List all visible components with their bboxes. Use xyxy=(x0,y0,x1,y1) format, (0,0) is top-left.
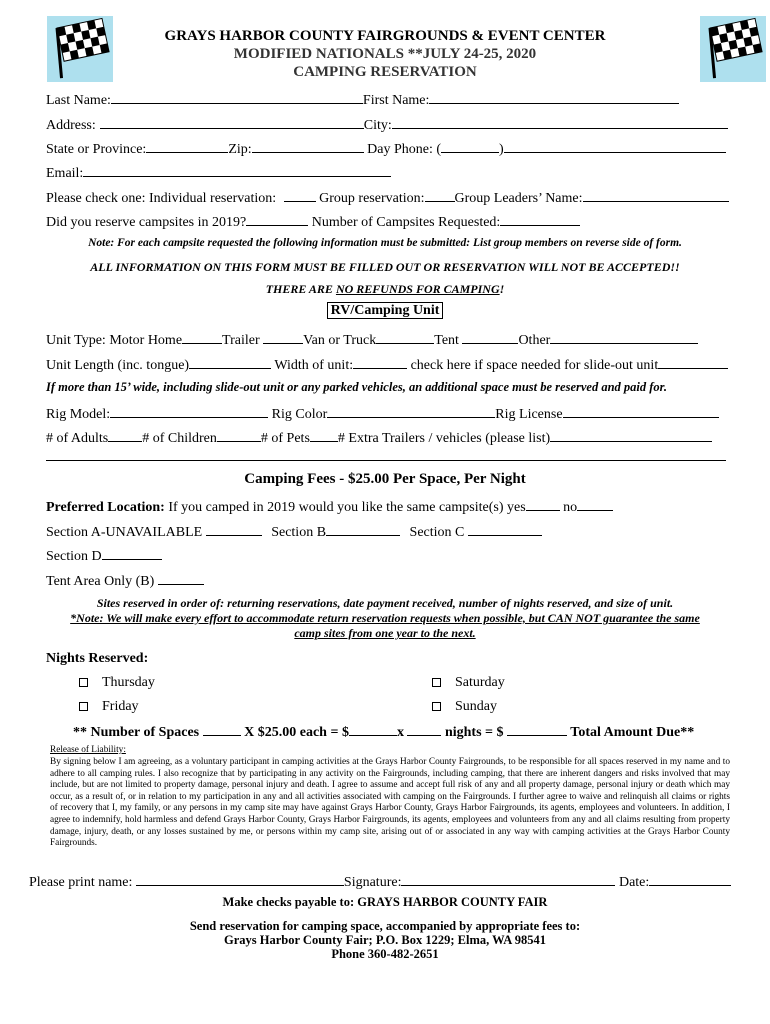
release-text: By signing below I am agreeing, as a voluntary participant in camping activities at the Grays Harbor County Fairgrounds, to be responsible for all spaces reserved in my name and to adhere to all camping rules. I also recognize that by participating in any activity on the Fairgrounds, including camping, that there are inherent dangers and risks involved that may include, but are not limited to property damage, personal injury and death. I agree to assume and accept full risk of any and all property damage, personal injury or death which may occur, as a result of, or in relation to my participation in any and all activities associated with camping on the Fairgrounds. I further agree to waive and relinquish all claims or rights of recovery that I, my family, or any persons in my camp site may have against Grays Harbor County, Grays Harbor Fairgrounds, its agents, employees and volunteers. In addition, I agree to indemnify, hold harmless and defend Grays Harbor County, Grays Harbor Fairgrounds, its agents, employees and volunteers from any and all claims resulting from property damage, injury, death, or any losses sustained by me, or persons within my camp site, arising out of or associated in any way with camping activities at the Grays Harbor County Fairgrounds. xyxy=(50,757,730,849)
tent-field[interactable] xyxy=(462,330,518,344)
rv-heading: RV/Camping Unit xyxy=(327,302,444,319)
other-field[interactable] xyxy=(550,330,698,344)
pets-field[interactable] xyxy=(310,428,338,442)
send-reservation: Send reservation for camping space, accompanied by appropriate fees to: xyxy=(189,919,581,933)
saturday-option[interactable] xyxy=(432,674,505,691)
unit-type-label: Unit Type: Motor Home xyxy=(46,333,183,348)
email-field[interactable] xyxy=(83,163,391,177)
state-label: State or Province: xyxy=(46,142,147,157)
zip-field[interactable] xyxy=(252,139,364,153)
rv-heading-wrap xyxy=(0,303,770,319)
tent-area-label: Tent Area Only (B) xyxy=(46,574,155,589)
children-field[interactable] xyxy=(217,428,261,442)
friday-label: Friday xyxy=(102,699,139,714)
section-c-label: Section C xyxy=(409,525,465,540)
section-d-field[interactable] xyxy=(102,546,162,560)
last-name-label: Last Name: xyxy=(46,93,111,108)
date-label: Date: xyxy=(618,875,650,890)
form-name: CAMPING RESERVATION xyxy=(293,64,477,80)
last-name-field[interactable] xyxy=(111,90,363,104)
rig-color-field[interactable] xyxy=(327,404,495,418)
address-field[interactable] xyxy=(100,115,364,129)
unit-length-field[interactable] xyxy=(189,355,271,369)
area-code-field[interactable] xyxy=(441,139,499,153)
reserve-row xyxy=(46,212,580,231)
section-d-label: Section D xyxy=(46,549,102,564)
guarantee-note-a: *Note: We will make every effort to accommodate return reservation requests when possible, but CAN NOT guarantee the same xyxy=(70,611,700,625)
section-b-label: Section B xyxy=(271,525,327,540)
slideout-field[interactable] xyxy=(658,355,728,369)
tent-area-field[interactable] xyxy=(158,571,204,585)
sunday-label: Sunday xyxy=(455,699,497,714)
sunday-checkbox[interactable] xyxy=(432,702,441,711)
address-label: Address: xyxy=(46,118,96,133)
signature-field[interactable] xyxy=(401,872,615,886)
spaces-label: ** Number of Spaces xyxy=(73,725,200,740)
trailer-field[interactable] xyxy=(263,330,303,344)
rig-license-field[interactable] xyxy=(563,404,719,418)
friday-option[interactable] xyxy=(79,698,139,715)
tent-area-row xyxy=(46,571,204,590)
note-requirements: Note: For each campsite requested the following information must be submitted: List group members on reverse side of form. xyxy=(88,237,682,249)
city-label: City: xyxy=(363,118,392,133)
rig-color-label: Rig Color xyxy=(271,407,328,422)
group-leaders-field[interactable] xyxy=(583,188,729,202)
thursday-label: Thursday xyxy=(102,675,155,690)
people-row xyxy=(46,428,712,447)
section-b-field[interactable] xyxy=(326,522,400,536)
sections-row xyxy=(46,522,542,541)
preferred-no-label: no xyxy=(559,500,578,515)
num-sites-field[interactable] xyxy=(500,212,580,226)
children-label: # of Children xyxy=(142,431,217,446)
check-one-row xyxy=(46,188,729,207)
sunday-option[interactable] xyxy=(432,698,497,715)
extra-line[interactable] xyxy=(46,460,726,461)
individual-field[interactable] xyxy=(284,188,316,202)
city-field[interactable] xyxy=(392,115,728,129)
wide-note: If more than 15’ wide, including slide-out unit or any parked vehicles, an additional space must be reserved and paid for. xyxy=(46,380,667,394)
tent-label: Tent xyxy=(434,333,459,348)
nights-heading: Nights Reserved: xyxy=(46,651,149,666)
section-c-field[interactable] xyxy=(468,522,542,536)
section-d-row xyxy=(46,546,162,565)
print-name-label: Please print name: xyxy=(29,875,133,890)
preferred-row xyxy=(46,497,613,516)
event-subtitle: MODIFIED NATIONALS **JULY 24-25, 2020 xyxy=(233,46,537,62)
unit-length-label: Unit Length (inc. tongue) xyxy=(46,358,190,373)
total-field[interactable] xyxy=(507,722,567,736)
other-label: Other xyxy=(518,333,551,348)
extra-label: # Extra Trailers / vehicles (please list) xyxy=(337,431,551,446)
friday-checkbox[interactable] xyxy=(79,702,88,711)
preferred-text: If you camped in 2019 would you like the same campsite(s) yes xyxy=(164,500,526,515)
num-sites-label: Number of Campsites Requested: xyxy=(311,215,501,230)
state-field[interactable] xyxy=(146,139,228,153)
van-label: Van or Truck xyxy=(303,333,377,348)
phone-number: Phone 360-482-2651 xyxy=(331,947,439,961)
print-name-field[interactable] xyxy=(136,872,344,886)
each-label: X $25.00 each = $ xyxy=(244,725,349,740)
rig-license-label: Rig License xyxy=(495,407,563,422)
preferred-no-field[interactable] xyxy=(577,497,613,511)
page-title: GRAYS HARBOR COUNTY FAIRGROUNDS & EVENT CENTER xyxy=(164,28,606,44)
mailing-address: Grays Harbor County Fair; P.O. Box 1229; Elma, WA 98541 xyxy=(223,933,546,947)
motor-home-field[interactable] xyxy=(182,330,222,344)
individual-label: Please check one: Individual reservation: xyxy=(46,191,277,206)
day-phone-field[interactable] xyxy=(504,139,726,153)
pets-label: # of Pets xyxy=(260,431,310,446)
note-refunds-a: THERE ARE xyxy=(265,282,336,296)
amount-field[interactable] xyxy=(349,722,397,736)
group-leaders-label: Group Leaders’ Name: xyxy=(454,191,583,206)
x-label: x xyxy=(396,725,404,740)
guarantee-note-b: camp sites from one year to the next. xyxy=(294,626,476,640)
van-field[interactable] xyxy=(376,330,434,344)
email-row xyxy=(46,163,391,182)
group-label: Group reservation: xyxy=(319,191,425,206)
totals-row xyxy=(73,722,694,741)
note-refunds xyxy=(0,282,770,297)
adults-field[interactable] xyxy=(108,428,142,442)
unit-type-row xyxy=(46,330,698,349)
rig-row xyxy=(46,404,719,423)
note-refunds-b: NO REFUNDS FOR CAMPING xyxy=(335,282,500,296)
note-all-info: ALL INFORMATION ON THIS FORM MUST BE FILLED OUT OR RESERVATION WILL NOT BE ACCEPTED!! xyxy=(90,260,680,274)
signature-row xyxy=(29,872,731,891)
thursday-checkbox[interactable] xyxy=(79,678,88,687)
preferred-label: Preferred Location: xyxy=(46,500,165,515)
unit-length-row xyxy=(46,355,728,374)
name-row xyxy=(46,90,679,109)
nights-eq-label: nights = $ xyxy=(444,725,504,740)
spaces-field[interactable] xyxy=(203,722,241,736)
group-field[interactable] xyxy=(425,188,455,202)
first-name-field[interactable] xyxy=(429,90,679,104)
fees-heading: Camping Fees - $25.00 Per Space, Per Night xyxy=(244,471,526,487)
saturday-checkbox[interactable] xyxy=(432,678,441,687)
saturday-label: Saturday xyxy=(455,675,505,690)
signature-label: Signature: xyxy=(343,875,402,890)
checks-payable: Make checks payable to: GRAYS HARBOR COUNTY FAIR xyxy=(222,895,548,909)
extra-field[interactable] xyxy=(550,428,712,442)
day-phone-close: ) xyxy=(499,142,504,157)
release-heading: Release of Liability: xyxy=(50,745,126,755)
zip-label: Zip: xyxy=(228,142,252,157)
thursday-option[interactable] xyxy=(79,674,155,691)
rig-model-label: Rig Model: xyxy=(46,407,111,422)
trailer-label: Trailer xyxy=(222,333,260,348)
email-label: Email: xyxy=(46,166,84,181)
date-field[interactable] xyxy=(649,872,731,886)
note-refunds-c: ! xyxy=(499,282,505,296)
reserve-2019-field[interactable] xyxy=(246,212,308,226)
order-note: Sites reserved in order of: returning reservations, date payment received, number of nights reserved, and size of unit. xyxy=(96,596,674,610)
width-field[interactable] xyxy=(353,355,407,369)
address-row xyxy=(46,115,728,134)
state-row xyxy=(46,139,726,158)
rig-model-field[interactable] xyxy=(110,404,268,418)
total-label: Total Amount Due** xyxy=(570,725,695,740)
nights-field[interactable] xyxy=(407,722,441,736)
first-name-label: First Name: xyxy=(362,93,430,108)
adults-label: # of Adults xyxy=(46,431,109,446)
preferred-yes-field[interactable] xyxy=(526,497,560,511)
width-label: Width of unit: xyxy=(274,358,354,373)
section-a-field[interactable] xyxy=(206,522,262,536)
day-phone-label: Day Phone: ( xyxy=(367,142,442,157)
slideout-label: check here if space needed for slide-out unit xyxy=(410,358,659,373)
reserve-2019-label: Did you reserve campsites in 2019? xyxy=(46,215,247,230)
section-a-label: Section A-UNAVAILABLE xyxy=(46,525,203,540)
